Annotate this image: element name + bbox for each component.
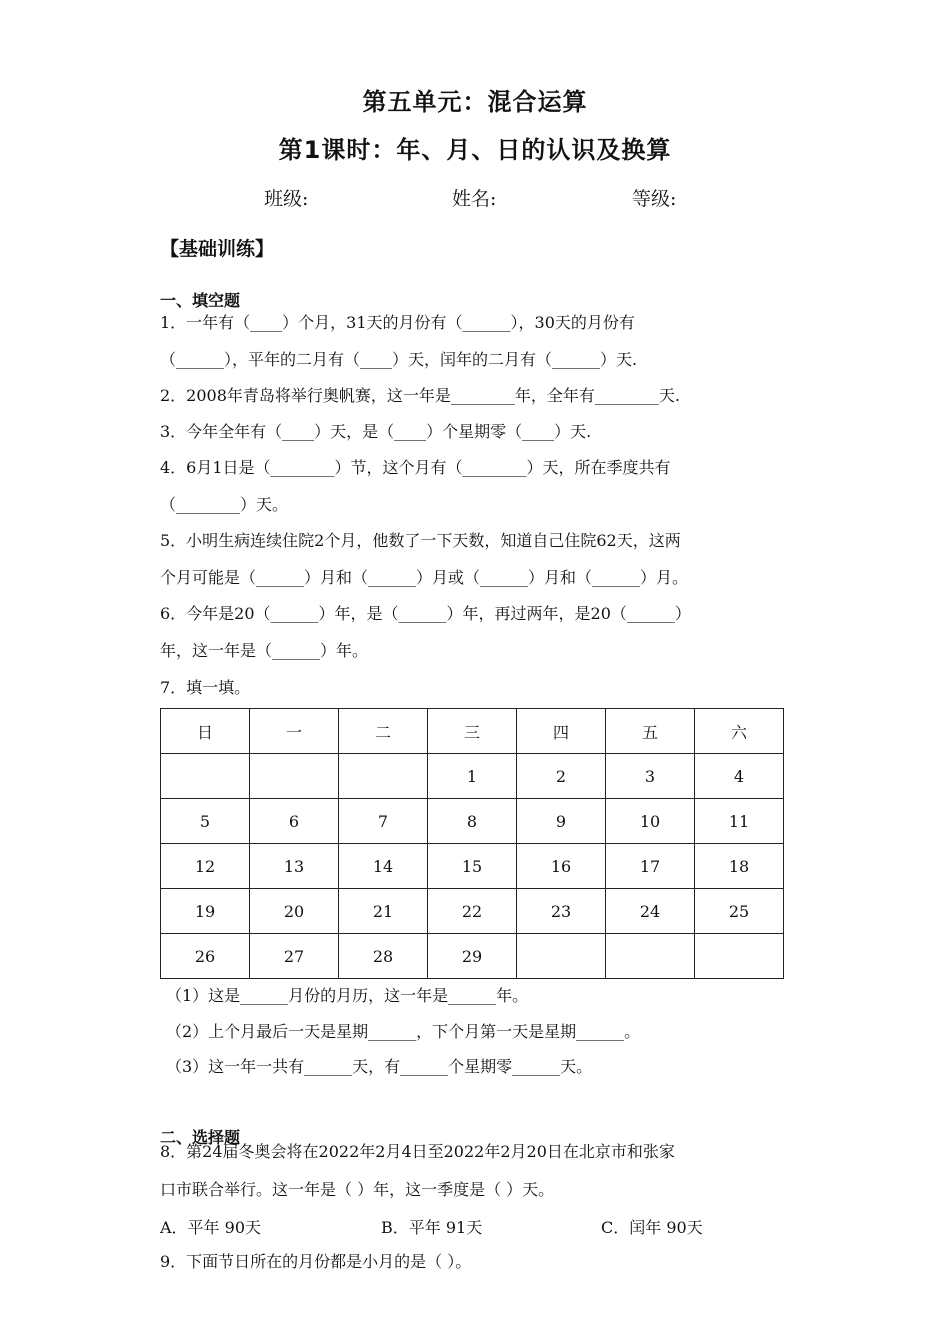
day-cell: 22 bbox=[428, 889, 517, 934]
day-cell: 20 bbox=[250, 889, 339, 934]
calendar-week-row bbox=[161, 889, 784, 934]
subquestion-line: （3）这一年一共有______天，有______个星期零______天。 bbox=[166, 1057, 593, 1076]
day-cell: 27 bbox=[250, 934, 339, 979]
day-cell: 18 bbox=[695, 844, 784, 889]
calendar-week-row bbox=[161, 754, 784, 799]
day-cell: 5 bbox=[161, 799, 250, 844]
calendar-week-row bbox=[161, 934, 784, 979]
weekday-cell: 一 bbox=[250, 709, 339, 754]
question-line: 6．今年是20（______）年，是（______）年，再过两年，是20（______） bbox=[160, 604, 691, 623]
day-cell: 11 bbox=[695, 799, 784, 844]
calendar-week-row bbox=[161, 844, 784, 889]
grade-label: 等级: bbox=[632, 188, 677, 210]
day-cell: 29 bbox=[428, 934, 517, 979]
question-line: 8．第24届冬奥会将在2022年2月4日至2022年2月20日在北京市和张家 bbox=[160, 1142, 675, 1161]
day-cell: 13 bbox=[250, 844, 339, 889]
fill-blank-heading: 一、填空题 bbox=[160, 291, 241, 310]
option-a: A．平年 90天 bbox=[160, 1218, 262, 1237]
day-cell: 8 bbox=[428, 799, 517, 844]
question-line: 1．一年有（____）个月，31天的月份有（______），30天的月份有 bbox=[160, 313, 635, 332]
calendar-week-row bbox=[161, 799, 784, 844]
day-cell bbox=[339, 754, 428, 799]
question-line: 3．今年全年有（____）天，是（____）个星期零（____）天. bbox=[160, 422, 592, 441]
day-cell: 26 bbox=[161, 934, 250, 979]
multiple-choice-heading: 二、选择题 bbox=[160, 1128, 241, 1147]
weekday-cell: 五 bbox=[606, 709, 695, 754]
day-cell: 23 bbox=[517, 889, 606, 934]
day-cell bbox=[161, 754, 250, 799]
day-cell: 12 bbox=[161, 844, 250, 889]
day-cell: 2 bbox=[517, 754, 606, 799]
lesson-title: 第1课时：年、月、日的认识及换算 bbox=[278, 136, 672, 164]
weekday-cell: 六 bbox=[695, 709, 784, 754]
question-line: 个月可能是（______）月和（______）月或（______）月和（______）月。 bbox=[160, 568, 689, 587]
option-c: C．闰年 90天 bbox=[601, 1218, 703, 1237]
day-cell: 1 bbox=[428, 754, 517, 799]
day-cell: 17 bbox=[606, 844, 695, 889]
day-cell bbox=[695, 934, 784, 979]
question-line: 2．2008年青岛将举行奥帆赛，这一年是________年，全年有________天. bbox=[160, 386, 680, 405]
weekday-cell: 日 bbox=[161, 709, 250, 754]
unit-title: 第五单元：混合运算 bbox=[362, 88, 588, 116]
question-line: 口市联合举行。这一年是（ ）年，这一季度是（ ）天。 bbox=[160, 1180, 555, 1199]
day-cell: 28 bbox=[339, 934, 428, 979]
day-cell: 7 bbox=[339, 799, 428, 844]
day-cell: 10 bbox=[606, 799, 695, 844]
day-cell bbox=[250, 754, 339, 799]
day-cell: 4 bbox=[695, 754, 784, 799]
name-label: 姓名: bbox=[452, 188, 497, 210]
day-cell: 19 bbox=[161, 889, 250, 934]
day-cell: 24 bbox=[606, 889, 695, 934]
subquestion-line: （1）这是______月份的月历，这一年是______年。 bbox=[166, 986, 529, 1005]
calendar-header-row bbox=[161, 709, 784, 754]
basic-training-heading: 【基础训练】 bbox=[160, 238, 275, 260]
subquestion-line: （2）上个月最后一天是星期______，下个月第一天是星期______。 bbox=[166, 1022, 641, 1041]
question-line: 7．填一填。 bbox=[160, 678, 251, 697]
question-line: 年，这一年是（______）年。 bbox=[160, 641, 369, 660]
day-cell: 16 bbox=[517, 844, 606, 889]
calendar-table bbox=[160, 708, 784, 979]
class-label: 班级: bbox=[264, 188, 309, 210]
day-cell bbox=[606, 934, 695, 979]
question-line: 4．6月1日是（________）节，这个月有（________）天，所在季度共有 bbox=[160, 458, 671, 477]
option-b: B．平年 91天 bbox=[381, 1218, 483, 1237]
question-line: （________）天。 bbox=[160, 495, 289, 514]
day-cell: 6 bbox=[250, 799, 339, 844]
question-line: 5．小明生病连续住院2个月，他数了一下天数，知道自己住院62天，这两 bbox=[160, 531, 681, 550]
day-cell bbox=[517, 934, 606, 979]
day-cell: 15 bbox=[428, 844, 517, 889]
day-cell: 25 bbox=[695, 889, 784, 934]
day-cell: 9 bbox=[517, 799, 606, 844]
day-cell: 14 bbox=[339, 844, 428, 889]
day-cell: 21 bbox=[339, 889, 428, 934]
question-line: 9．下面节日所在的月份都是小月的是（ ）。 bbox=[160, 1252, 472, 1271]
weekday-cell: 四 bbox=[517, 709, 606, 754]
weekday-cell: 三 bbox=[428, 709, 517, 754]
day-cell: 3 bbox=[606, 754, 695, 799]
question-line: （______），平年的二月有（____）天，闰年的二月有（______）天. bbox=[160, 350, 638, 369]
weekday-cell: 二 bbox=[339, 709, 428, 754]
